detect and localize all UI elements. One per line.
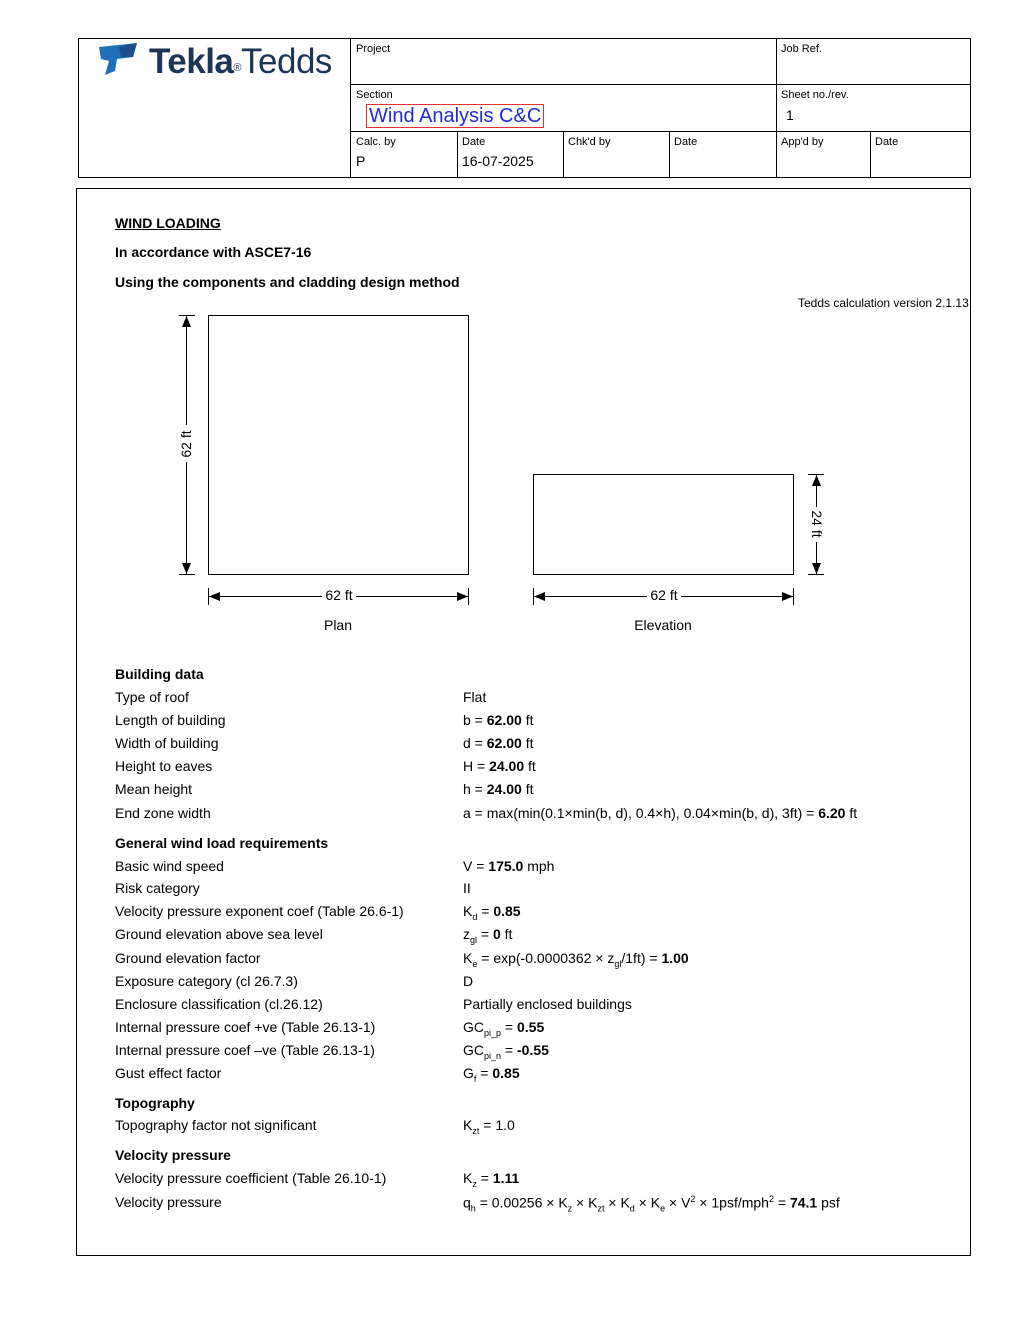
section-label: Section <box>356 89 393 101</box>
gcpi-positive-label: Internal pressure coef +ve (Table 26.13-1) <box>115 1019 376 1035</box>
ground-elevation-value: $z_{gl} = 0$ ft <box>463 926 513 945</box>
date3-label: Date <box>875 136 899 148</box>
ke-value: $K_e = \exp(-0.0000362 \times z_{gl}/1ft) = 1.00$ <box>463 950 689 969</box>
exposure-label: Exposure category (cl 26.7.3) <box>115 973 298 989</box>
sheet-label: Sheet no./rev. <box>781 89 849 101</box>
project-label: Project <box>356 43 391 55</box>
wind-speed-label: Basic wind speed <box>115 858 224 874</box>
heading-general-wind: General wind load requirements <box>115 835 329 851</box>
plan-caption: Plan <box>323 617 353 633</box>
elevation-outline <box>534 475 794 575</box>
qh-value: $q_h = 0.00256 \times K_z \times K_{zt} \times K_d \times K_e \times V^2 \times 1psf/mph^2 = 74.1$ psf <box>463 1194 840 1214</box>
heading-method: Using the components and cladding design method <box>115 274 460 290</box>
length-value: b = 62.00 ft <box>463 712 534 728</box>
eaves-height-value: H = 24.00 ft <box>463 758 536 774</box>
chkd-by-label: Chk'd by <box>568 136 611 148</box>
exposure-value: D <box>463 973 474 989</box>
end-zone-value: a = max(min(0.1×min(b, d), 0.4×h), 0.04×min(b, d), 3ft) = 6.20 ft <box>463 805 858 821</box>
plan-width-label: 62 ft <box>325 587 353 603</box>
qh-label: Velocity pressure <box>115 1194 222 1210</box>
width-label: Width of building <box>115 735 219 751</box>
enclosure-label: Enclosure classification (cl.26.12) <box>115 996 323 1012</box>
plan-outline <box>209 316 469 575</box>
date-label: Date <box>462 136 486 148</box>
heading-topography: Topography <box>115 1095 195 1111</box>
job-ref-label: Job Ref. <box>781 43 822 55</box>
elevation-width-label: 62 ft <box>650 587 678 603</box>
topography-label: Topography factor not significant <box>115 1117 317 1133</box>
version-text: Tedds calculation version 2.1.13 <box>798 296 969 310</box>
gust-factor-value: $G_f = 0.85$ <box>463 1065 520 1084</box>
wind-speed-value: V = 175.0 mph <box>463 858 555 874</box>
roof-type-value: Flat <box>463 689 487 705</box>
mean-height-label: Mean height <box>115 781 193 797</box>
width-value: d = 62.00 ft <box>463 735 534 751</box>
section-value: Wind Analysis C&C <box>366 104 544 128</box>
elevation-height-label: 24 ft <box>809 510 825 538</box>
length-label: Length of building <box>115 712 226 728</box>
date2-label: Date <box>674 136 698 148</box>
calc-by-value: P <box>356 153 366 169</box>
elevation-caption: Elevation <box>634 617 692 633</box>
heading-wind-loading: WIND LOADING <box>115 215 221 231</box>
gcpi-negative-label: Internal pressure coef –ve (Table 26.13-1) <box>115 1042 375 1058</box>
roof-type-label: Type of roof <box>115 689 189 705</box>
heading-building-data: Building data <box>115 666 204 682</box>
calc-by-label: Calc. by <box>356 136 396 148</box>
kz-value: $K_z = 1.11$ <box>463 1170 520 1189</box>
heading-accordance: In accordance with ASCE7-16 <box>115 244 312 260</box>
gcpi-positive-value: $GC_{pi\_p} = 0.55$ <box>463 1019 545 1038</box>
plan-height-label: 62 ft <box>178 430 194 458</box>
kd-value: $K_d = 0.85$ <box>463 903 521 922</box>
kd-label: Velocity pressure exponent coef (Table 26.6-1) <box>115 903 404 919</box>
eaves-height-label: Height to eaves <box>115 758 213 774</box>
enclosure-value: Partially enclosed buildings <box>463 996 632 1012</box>
risk-category-label: Risk category <box>115 880 200 896</box>
appd-by-label: App'd by <box>781 136 824 148</box>
date-value: 16-07-2025 <box>462 153 534 169</box>
logo-bold-text: Tekla <box>149 42 234 81</box>
gust-factor-label: Gust effect factor <box>115 1065 222 1081</box>
kz-label: Velocity pressure coefficient (Table 26.10-1) <box>115 1170 387 1186</box>
mean-height-value: h = 24.00 ft <box>463 781 534 797</box>
topography-value: $K_{zt} = 1.0$ <box>463 1117 515 1136</box>
sheet-value: 1 <box>786 107 794 123</box>
logo-light-text: Tedds <box>241 42 332 81</box>
ke-label: Ground elevation factor <box>115 950 261 966</box>
heading-velocity-pressure: Velocity pressure <box>115 1147 231 1163</box>
gcpi-negative-value: $GC_{pi\_n} = -0.55$ <box>463 1042 549 1061</box>
end-zone-label: End zone width <box>115 805 211 821</box>
logo-registered-mark: ® <box>233 62 242 74</box>
risk-category-value: II <box>463 880 471 896</box>
ground-elevation-label: Ground elevation above sea level <box>115 926 323 942</box>
